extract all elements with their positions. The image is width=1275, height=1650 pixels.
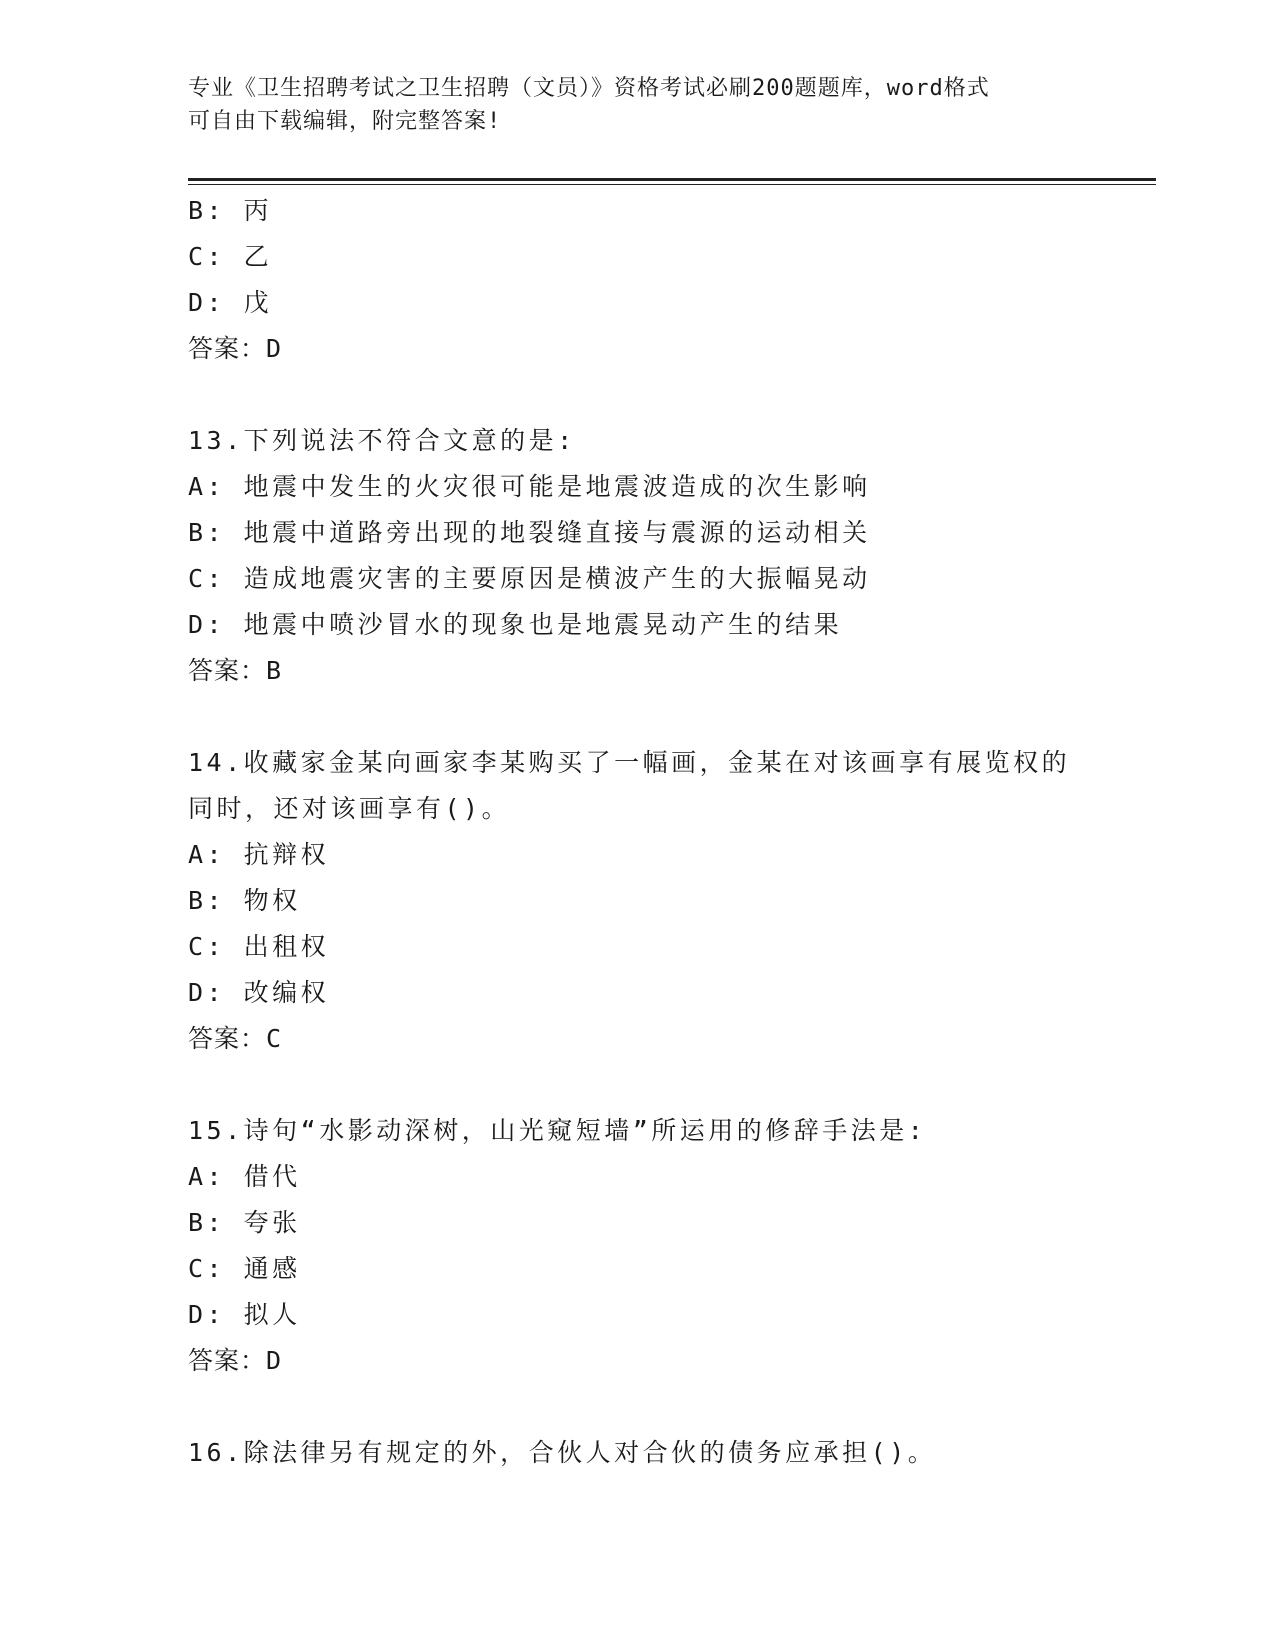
spacer <box>188 1384 1088 1430</box>
spacer <box>188 694 1088 740</box>
option-b: B: 丙 <box>188 196 273 225</box>
question-stem: 15.诗句“水影动深树，山光窥短墙”所运用的修辞手法是: <box>188 1116 927 1145</box>
question-16 <box>188 1430 1088 1476</box>
answer-line: 答案：D <box>188 1346 283 1375</box>
option-d: D: 改编权 <box>188 978 330 1007</box>
spacer <box>188 1062 1088 1108</box>
answer-line: 答案：D <box>188 334 283 363</box>
header-divider-thick <box>188 178 1156 181</box>
question-stem-continued: 同时，还对该画享有()。 <box>188 794 511 823</box>
question-list <box>188 188 1088 1476</box>
option-c: C: 乙 <box>188 242 273 271</box>
option-b: B: 地震中道路旁出现的地裂缝直接与震源的运动相关 <box>188 518 871 547</box>
question-12-continued <box>188 188 1088 372</box>
answer-line: 答案：C <box>188 1024 283 1053</box>
option-a: A: 借代 <box>188 1162 301 1191</box>
question-stem: 16.除法律另有规定的外，合伙人对合伙的债务应承担()。 <box>188 1438 937 1467</box>
option-a: A: 抗辩权 <box>188 840 330 869</box>
header-title-line-2: 可自由下载编辑，附完整答案! <box>188 109 502 134</box>
question-15 <box>188 1108 1088 1384</box>
option-d: D: 戊 <box>188 288 273 317</box>
question-14 <box>188 740 1088 1062</box>
page-header <box>188 72 1068 138</box>
option-c: C: 出租权 <box>188 932 330 961</box>
option-b: B: 夸张 <box>188 1208 301 1237</box>
header-divider-thin <box>188 184 1156 185</box>
option-c: C: 造成地震灾害的主要原因是横波产生的大振幅晃动 <box>188 564 871 593</box>
header-title-line-1: 专业《卫生招聘考试之卫生招聘（文员）》资格考试必刷200题题库，word格式 <box>188 76 990 101</box>
option-d: D: 拟人 <box>188 1300 301 1329</box>
option-d: D: 地震中喷沙冒水的现象也是地震晃动产生的结果 <box>188 610 843 639</box>
question-stem: 14.收藏家金某向画家李某购买了一幅画，金某在对该画享有展览权的 <box>188 748 1071 777</box>
answer-line: 答案：B <box>188 656 283 685</box>
question-13 <box>188 418 1088 694</box>
spacer <box>188 372 1088 418</box>
option-b: B: 物权 <box>188 886 301 915</box>
option-a: A: 地震中发生的火灾很可能是地震波造成的次生影响 <box>188 472 871 501</box>
option-c: C: 通感 <box>188 1254 301 1283</box>
question-stem: 13.下列说法不符合文意的是: <box>188 426 576 455</box>
